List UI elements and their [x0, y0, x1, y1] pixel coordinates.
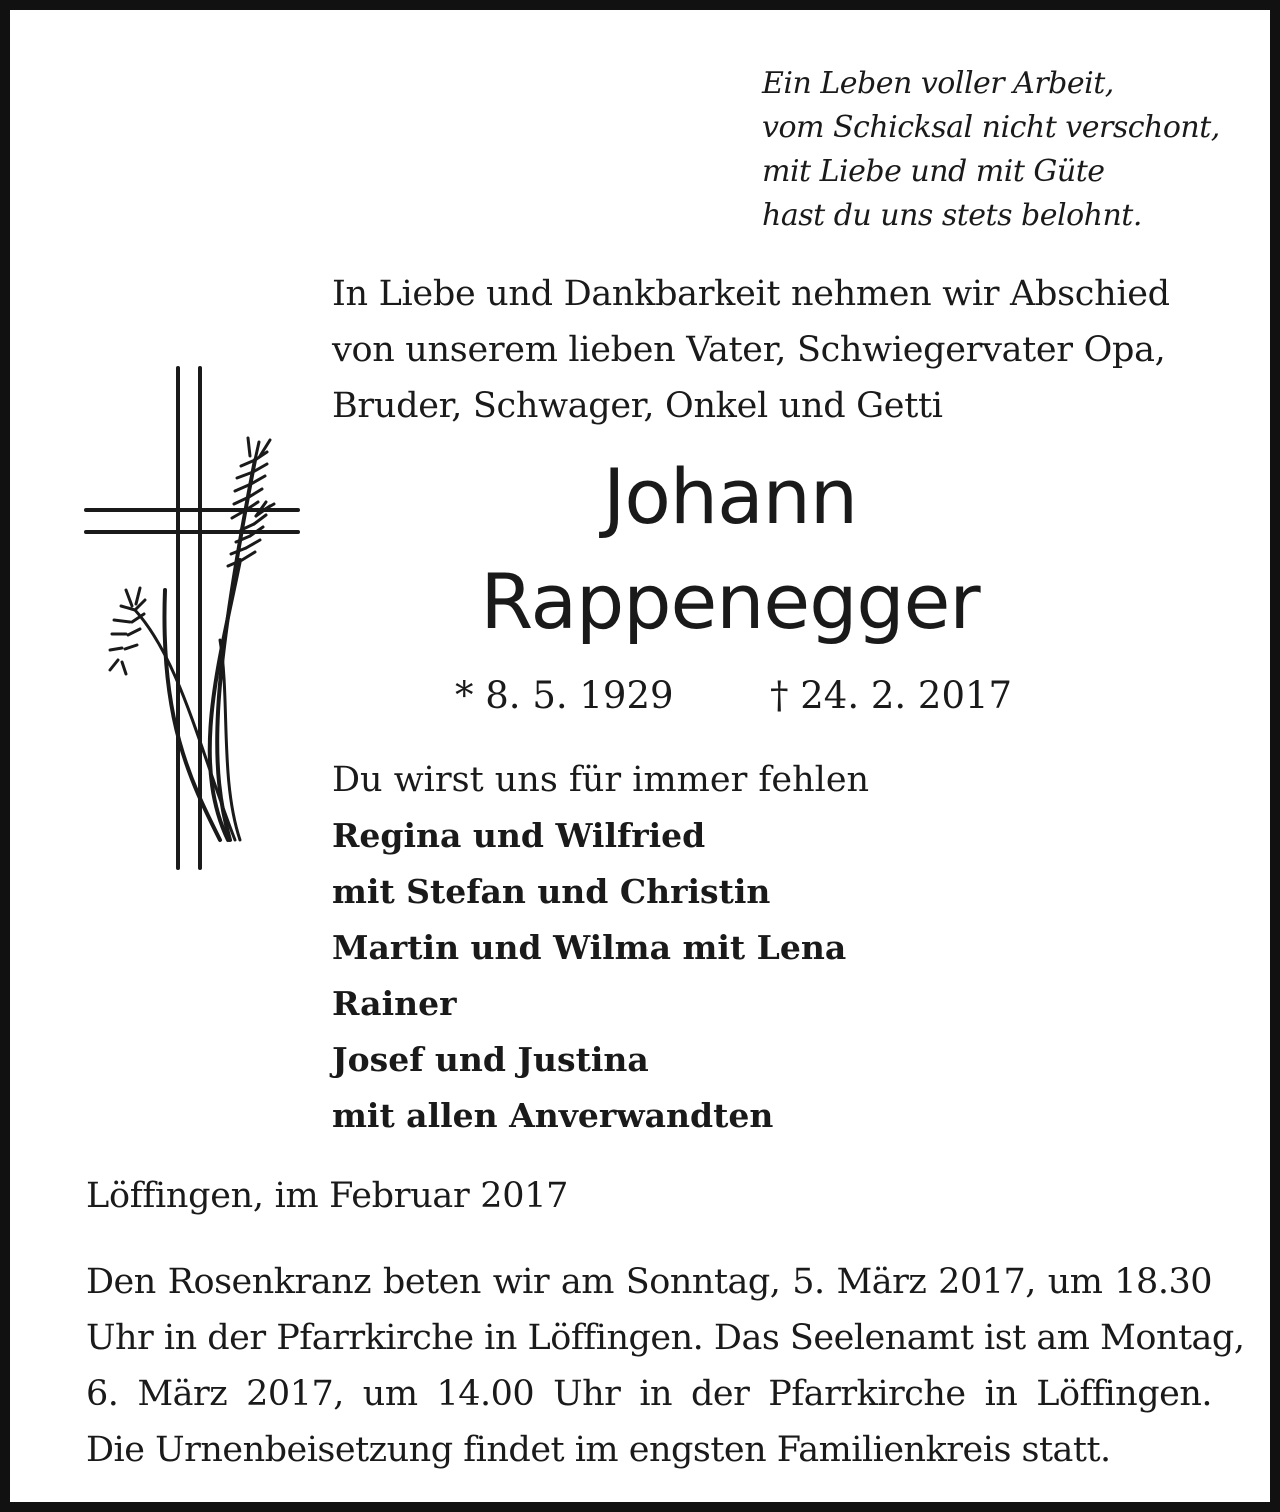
service-line: Den Rosenkranz beten wir am Sonntag, 5. März 2017, um 18.30: [86, 1262, 1212, 1302]
cross-with-wheat-icon: [70, 360, 310, 880]
place-and-date: Löffingen, im Februar 2017: [86, 1176, 569, 1216]
service-line: Uhr in der Pfarrkirche in Löffingen. Das Seelenamt ist am Montag,: [86, 1318, 1245, 1358]
mourners-lead: Du wirst uns für immer fehlen: [332, 760, 870, 800]
poem-line: vom Schicksal nicht verschont,: [762, 110, 1220, 145]
mourner-entry: mit allen Anverwandten: [332, 1096, 774, 1135]
poem-line: mit Liebe und mit Güte: [762, 154, 1105, 189]
intro-line: Bruder, Schwager, Onkel und Getti: [332, 386, 943, 426]
death-date: † 24. 2. 2017: [770, 674, 1013, 717]
intro-line: von unserem lieben Vater, Schwiegervater Opa,: [332, 330, 1166, 370]
service-line: Die Urnenbeisetzung findet im engsten Familienkreis statt.: [86, 1430, 1111, 1470]
farewell-intro: [332, 266, 1170, 434]
mourner-entry: Regina und Wilfried: [332, 816, 706, 855]
mourners-list: [332, 752, 869, 1144]
poem-verse: [762, 62, 1220, 238]
mourner-entry: Martin und Wilma mit Lena: [332, 928, 847, 967]
poem-line: hast du uns stets belohnt.: [762, 198, 1142, 233]
deceased-first-name: Johann: [603, 452, 857, 541]
poem-line: Ein Leben voller Arbeit,: [762, 66, 1114, 101]
mourner-entry: Josef und Justina: [332, 1040, 649, 1079]
intro-line: In Liebe und Dankbarkeit nehmen wir Abschied: [332, 274, 1170, 314]
deceased-last-name: Rappenegger: [480, 557, 980, 646]
service-information: [86, 1254, 1245, 1478]
mourner-entry: Rainer: [332, 984, 457, 1023]
service-line: 6. März 2017, um 14.00 Uhr in der Pfarrkirche in Löffingen.: [86, 1374, 1212, 1414]
birth-date: * 8. 5. 1929: [455, 674, 674, 717]
mourner-entry: mit Stefan und Christin: [332, 872, 771, 911]
